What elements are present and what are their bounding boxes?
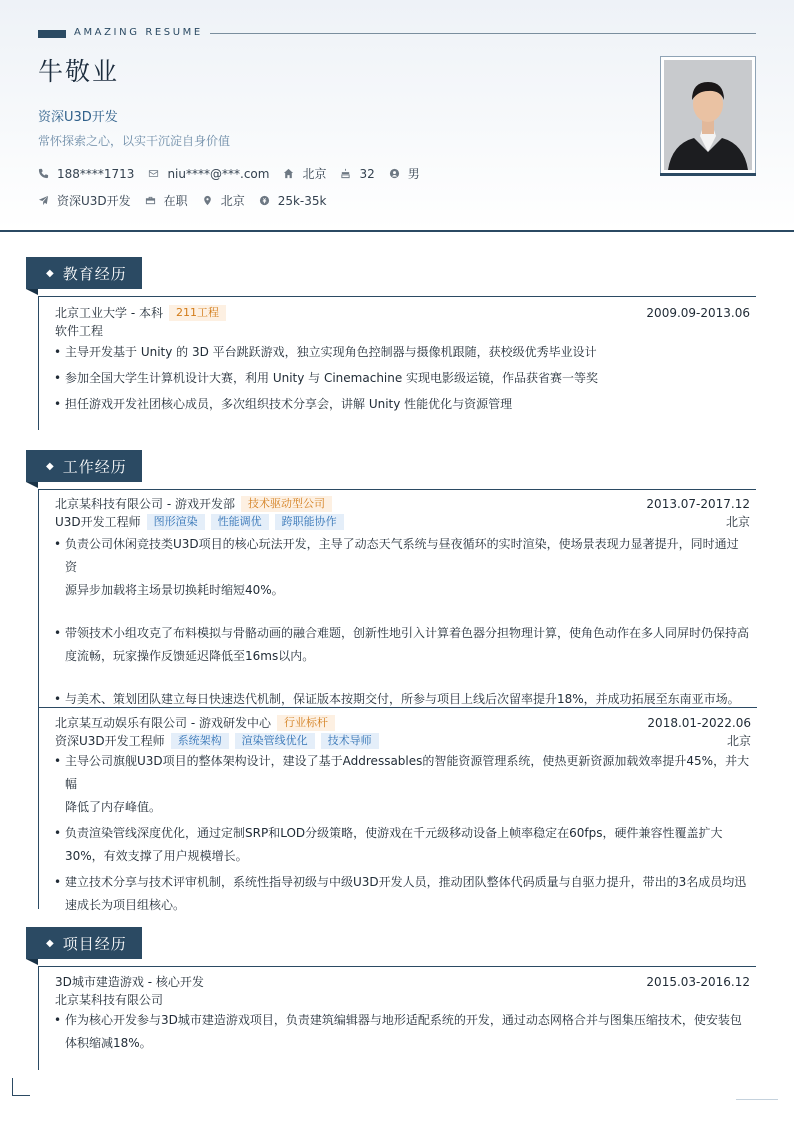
- work-city: 北京: [726, 734, 751, 748]
- company-row: [55, 495, 750, 513]
- role-row: [55, 732, 751, 750]
- job-role: U3D开发工程师: [55, 515, 141, 529]
- salary-icon: [259, 195, 270, 206]
- page-corner-mark: [12, 1078, 30, 1096]
- list-item: • 与美术、策划团队建立每日快速迭代机制，保证版本按期交付，所参与项目上线后次留率提升18%，并成功拓展至东南亚市场。: [55, 688, 750, 711]
- contact-row: [38, 165, 434, 182]
- list-item: • 作为核心开发参与3D城市建造游戏项目，负责建筑编辑器与地形适配系统的开发，通过动态网格合并与图集压缩技术，使安装包 体积缩减18%。: [55, 1009, 750, 1055]
- brand-line: [210, 33, 756, 34]
- section-tab-work: [26, 450, 142, 482]
- resume-header: [0, 0, 794, 232]
- brand-text: AMAZING RESUME: [74, 27, 203, 38]
- work-date: 2018.01-2022.06: [647, 716, 751, 730]
- diamond-icon: ◆: [46, 267, 55, 279]
- briefcase-icon: [145, 195, 156, 206]
- home-text: 北京: [302, 167, 327, 181]
- diamond-icon: ◆: [46, 460, 55, 472]
- work-date: 2013.07-2017.12: [646, 497, 750, 511]
- email-text: niu****@***.com: [167, 166, 270, 181]
- info-phone: [38, 167, 134, 181]
- skill-tag: 跨职能协作: [275, 514, 344, 530]
- info-home: [283, 165, 326, 182]
- major-row: [55, 322, 750, 340]
- company-row: [55, 714, 751, 732]
- info-email: [148, 167, 269, 181]
- info-gender: [389, 165, 420, 182]
- project-entry: [39, 967, 756, 1055]
- cake-icon: [340, 168, 351, 179]
- education-heading: 教育经历: [62, 264, 127, 283]
- person-portrait-icon: [664, 60, 752, 170]
- project-company: 北京某科技有限公司: [55, 993, 164, 1007]
- education-header-row: [55, 304, 750, 322]
- city-text: 北京: [220, 194, 245, 208]
- list-item: • 建立技术分享与技术评审机制，系统性指导初级与中级U3D开发人员，推动团队整体代码质量与自驱力提升，带出的3名成员均迅 速成长为项目组核心。: [55, 871, 751, 917]
- skill-tag: 性能调优: [211, 514, 269, 530]
- project-header-row: [55, 973, 750, 991]
- age-text: 32: [359, 166, 375, 181]
- projects-section: [38, 966, 756, 1070]
- candidate-motto: 常怀探索之心，以实干沉淀自身价值: [38, 134, 231, 148]
- list-item: • 负责渲染管线深度优化，通过定制SRP和LOD分级策略，使游戏在千元级移动设备上帧率稳定在60fps，硬件兼容性覆盖扩大 30%，有效支撑了用户规模增长。: [55, 822, 751, 868]
- candidate-title: 资深U3D开发: [38, 110, 118, 125]
- work-entry-1: [39, 490, 756, 711]
- gender-icon: [389, 168, 400, 179]
- projects-heading: 项目经历: [62, 934, 127, 953]
- company-tag: 行业标杆: [277, 715, 335, 731]
- skill-tag: 技术导师: [321, 733, 379, 749]
- gender-text: 男: [407, 167, 420, 181]
- work-section: [38, 489, 756, 912]
- job-intent-row: [38, 192, 340, 209]
- send-icon: [38, 195, 49, 206]
- role-row: [55, 513, 750, 531]
- work-heading: 工作经历: [62, 457, 127, 476]
- list-item: • 负责公司休闲竞技类U3D项目的核心玩法开发，主导了动态天气系统与昼夜循环的实时渲染，使场景表现力显著提升，同时通过资 源异步加载将主场景切换耗时缩短40%。: [55, 533, 750, 602]
- list-item: • 主导公司旗舰U3D项目的整体架构设计，建设了基于Addressables的智能资源管理系统，使热更新资源加载效率提升45%，并大幅 降低了内存峰值。: [55, 750, 751, 819]
- company-name: 北京某科技有限公司 - 游戏开发部: [55, 497, 235, 511]
- location-pin-icon: [202, 195, 213, 206]
- education-section: [38, 296, 756, 430]
- salary-text: 25k-35k: [277, 193, 327, 208]
- list-item: • 参加全国大学生计算机设计大赛，利用 Unity 与 Cinemachine 实现电影级运镜，作品获省赛一等奖: [55, 367, 750, 390]
- skill-tag: 系统架构: [171, 733, 229, 749]
- mail-icon: [148, 168, 159, 179]
- section-tab-projects: [26, 927, 142, 959]
- work-entry-2: [39, 714, 757, 917]
- info-age: [340, 167, 374, 181]
- home-icon: [283, 168, 294, 179]
- project-name: 3D城市建造游戏 - 核心开发: [55, 975, 204, 989]
- list-item: • 主导开发基于 Unity 的 3D 平台跳跃游戏，独立实现角色控制器与摄像机跟随，获校级优秀毕业设计: [55, 341, 750, 364]
- brand-bar: [38, 30, 66, 38]
- project-company-row: [55, 991, 750, 1009]
- section-tab-education: [26, 257, 142, 289]
- job-role: 资深U3D开发工程师: [55, 734, 165, 748]
- major-name: 软件工程: [55, 324, 104, 338]
- entry-divider: [39, 707, 757, 708]
- school-tag: 211工程: [169, 305, 226, 321]
- company-name: 北京某互动娱乐有限公司 - 游戏研发中心: [55, 716, 271, 730]
- skill-tag: 图形渲染: [147, 514, 205, 530]
- profile-photo: [664, 60, 752, 170]
- work-city: 北京: [725, 515, 750, 529]
- profile-photo-frame: [660, 56, 756, 174]
- phone-icon: [38, 168, 49, 179]
- diamond-icon: ◆: [46, 937, 55, 949]
- project-date: 2015.03-2016.12: [646, 975, 750, 989]
- skill-tag: 渲染管线优化: [235, 733, 315, 749]
- list-item: • 担任游戏开发社团核心成员，多次组织技术分享会，讲解 Unity 性能优化与资源管理: [55, 393, 750, 416]
- candidate-name: 牛敬业: [38, 57, 120, 86]
- info-position: [38, 192, 131, 209]
- status-text: 在职: [163, 194, 188, 208]
- phone-text: 188****1713: [57, 166, 135, 181]
- school-name: 北京工业大学 - 本科: [55, 306, 163, 320]
- education-entry: [39, 297, 756, 416]
- info-status: [145, 192, 188, 209]
- list-item: • 带领技术小组攻克了布料模拟与骨骼动画的融合难题，创新性地引入计算着色器分担物理计算，使角色动作在多人同屏时仍保持高 度流畅，玩家操作反馈延迟降低至16ms以内。: [55, 622, 750, 668]
- company-tag: 技术驱动型公司: [241, 496, 332, 512]
- page-corner-line: [736, 1099, 778, 1100]
- education-date: 2009.09-2013.06: [646, 306, 750, 320]
- info-salary: [259, 194, 327, 208]
- info-city: [202, 192, 245, 209]
- position-text: 资深U3D开发: [57, 194, 131, 208]
